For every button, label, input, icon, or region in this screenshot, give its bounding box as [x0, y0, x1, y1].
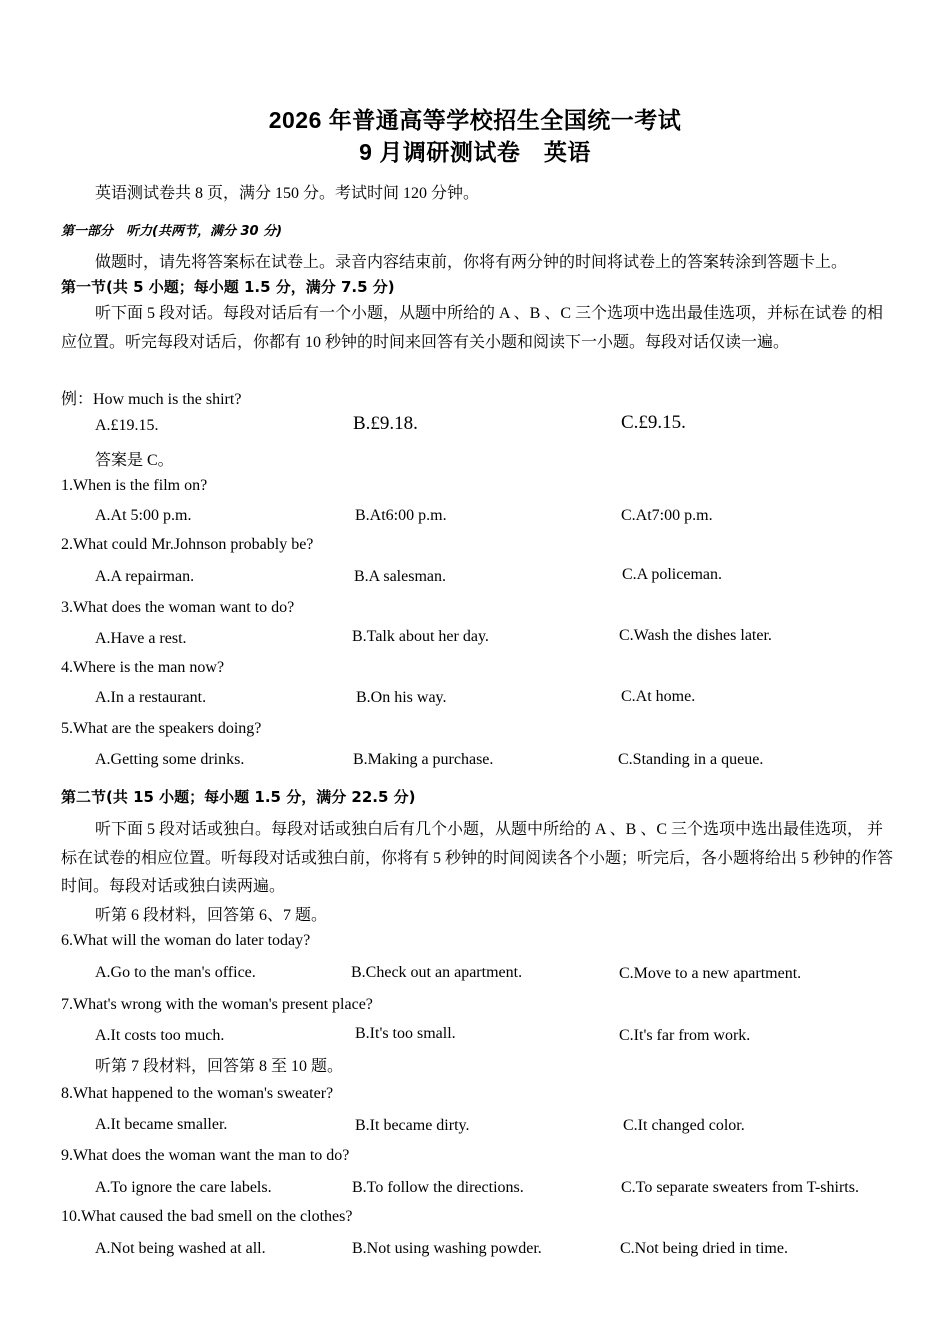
- q9-option-b: B.To follow the directions.: [352, 1179, 524, 1196]
- q5-option-a: A.Getting some drinks.: [95, 751, 245, 768]
- q3-option-a: A.Have a rest.: [95, 630, 187, 647]
- q5-option-c: C.Standing in a queue.: [618, 751, 764, 768]
- question-7: 7.What's wrong with the woman's present place?: [61, 996, 373, 1013]
- q8-option-b: B.It became dirty.: [355, 1117, 470, 1134]
- question-2: 2.What could Mr.Johnson probably be?: [61, 536, 314, 553]
- q1-option-a: A.At 5:00 p.m.: [95, 507, 192, 524]
- part1-heading: 第一部分 听力(共两节，满分 30 分): [61, 224, 283, 239]
- q10-option-c: C.Not being dried in time.: [620, 1240, 788, 1257]
- q7-option-b: B.It's too small.: [355, 1025, 456, 1042]
- question-3: 3.What does the woman want to do?: [61, 599, 295, 616]
- q3-option-b: B.Talk about her day.: [352, 628, 489, 645]
- q7-option-c: C.It's far from work.: [619, 1027, 751, 1044]
- question-6: 6.What will the woman do later today?: [61, 932, 311, 949]
- q8-option-c: C.It changed color.: [623, 1117, 745, 1134]
- q2-option-a: A.A repairman.: [95, 568, 195, 585]
- exam-intro: 英语测试卷共 8 页，满分 150 分。考试时间 120 分钟。: [95, 185, 480, 202]
- example-option-b: B.£9.18.: [353, 413, 418, 434]
- q6-option-b: B.Check out an apartment.: [351, 964, 523, 981]
- q5-option-b: B.Making a purchase.: [353, 751, 494, 768]
- q4-option-a: A.In a restaurant.: [95, 689, 207, 706]
- section1-heading: 第一节(共 5 小题；每小题 1.5 分，满分 7.5 分): [61, 278, 395, 296]
- material-6-note: 听第 6 段材料，回答第 6、7 题。: [95, 907, 328, 924]
- exam-subtitle: 9 月调研测试卷 英语: [359, 139, 591, 165]
- example-option-c: C.£9.15.: [621, 412, 686, 433]
- q7-option-a: A.It costs too much.: [95, 1027, 225, 1044]
- q3-option-c: C.Wash the dishes later.: [619, 627, 772, 644]
- question-5: 5.What are the speakers doing?: [61, 720, 262, 737]
- q4-option-c: C.At home.: [621, 688, 696, 705]
- section2-heading: 第二节(共 15 小题；每小题 1.5 分，满分 22.5 分): [61, 788, 416, 806]
- example-question: 例：How much is the shirt?: [61, 391, 242, 408]
- q9-option-c: C.To separate sweaters from T-shirts.: [621, 1179, 859, 1196]
- q1-option-b: B.At6:00 p.m.: [355, 507, 447, 524]
- example-option-a: A.£19.15.: [95, 417, 159, 434]
- part1-instruction: 做题时，请先将答案标在试卷上。录音内容结束前，你将有两分钟的时间将试卷上的答案转涂到答题卡上。: [95, 254, 848, 271]
- material-7-note: 听第 7 段材料，回答第 8 至 10 题。: [95, 1058, 344, 1075]
- question-8: 8.What happened to the woman's sweater?: [61, 1085, 334, 1102]
- q9-option-a: A.To ignore the care labels.: [95, 1179, 272, 1196]
- q10-option-a: A.Not being washed at all.: [95, 1240, 266, 1257]
- q2-option-b: B.A salesman.: [354, 568, 446, 585]
- q2-option-c: C.A policeman.: [622, 566, 722, 583]
- q6-option-a: A.Go to the man's office.: [95, 964, 256, 981]
- q8-option-a: A.It became smaller.: [95, 1116, 228, 1133]
- question-10: 10.What caused the bad smell on the clothes?: [61, 1208, 353, 1225]
- q1-option-c: C.At7:00 p.m.: [621, 507, 713, 524]
- section1-instruction: 听下面 5 段对话。每段对话后有一个小题，从题中所给的 A 、B 、C 三个选项中选出最佳选项，并标在试卷 的相应位置。听完每段对话后，你都有 10 秒钟的时间来回答有关小题和阅读下一小题。每段对话仅读一遍。: [61, 305, 884, 351]
- question-9: 9.What does the woman want the man to do?: [61, 1147, 350, 1164]
- q4-option-b: B.On his way.: [356, 689, 447, 706]
- q6-option-c: C.Move to a new apartment.: [619, 965, 802, 982]
- q10-option-b: B.Not using washing powder.: [352, 1240, 542, 1257]
- question-1: 1.When is the film on?: [61, 477, 208, 494]
- question-4: 4.Where is the man now?: [61, 659, 225, 676]
- example-answer: 答案是 C。: [95, 452, 174, 469]
- section2-instruction: 听下面 5 段对话或独白。每段对话或独白后有几个小题，从题中所给的 A 、B 、C 三个选项中选出最佳选项， 并标在试卷的相应位置。听每段对话或独白前，你将有 5 秒钟的时间阅读各个小题；听完后，各小题将给出 5 秒钟的作答时间。每段对话或独白读两遍。: [61, 821, 894, 895]
- exam-title: 2026 年普通高等学校招生全国统一考试: [268, 107, 682, 133]
